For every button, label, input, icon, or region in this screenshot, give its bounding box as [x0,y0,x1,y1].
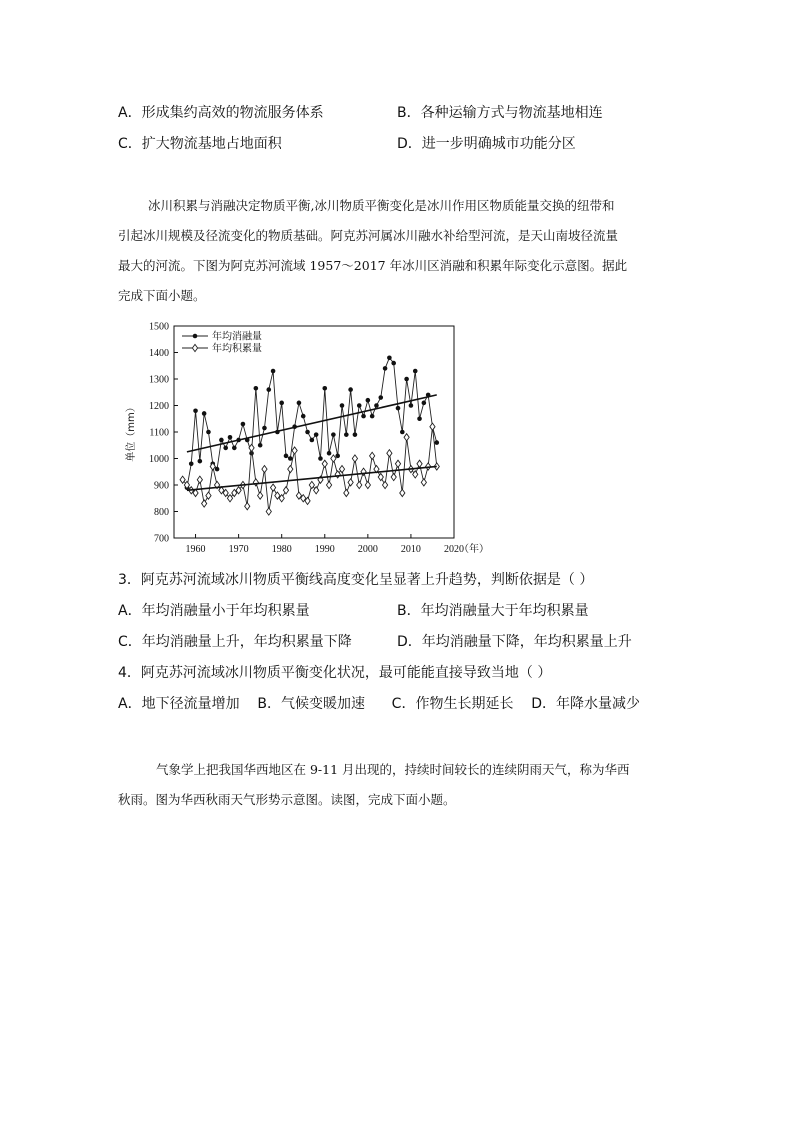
data-point-accumulation [344,489,349,496]
data-point-melt [310,438,315,443]
data-point-accumulation [245,503,250,510]
data-point-melt [357,403,362,408]
data-point-melt [331,432,336,437]
data-point-melt [348,387,353,392]
data-point-accumulation [326,481,331,488]
data-point-melt [344,432,349,437]
glacier-chart-svg [110,318,510,568]
x-axis-label: （年） [459,544,489,555]
data-point-melt [387,356,392,361]
data-point-accumulation [197,476,202,483]
data-point-melt [366,398,371,403]
option-d: D．进一步明确城市功能分区 [397,136,576,152]
passage-line: 引起冰川规模及径流变化的物质基础。阿克苏河属冰川融水补给型河流，是天山南坡径流量 [118,228,619,243]
passage-line: 气象学上把我国华西地区在 9-11 月出现的，持续时间较长的连续阴雨天气，称为华西 [156,762,630,777]
option-a: A．形成集约高效的物流服务体系 [118,105,324,121]
question-4-stem: 4．阿克苏河流域冰川物质平衡变化状况，最可能能直接导致当地（ ） [118,665,552,681]
data-point-melt [258,443,263,448]
data-point-melt [228,435,233,440]
data-point-accumulation [421,479,426,486]
x-tick-label: 2000 [357,544,378,555]
glacier-chart [110,318,510,568]
data-point-melt [409,403,414,408]
y-tick-label: 1500 [149,321,169,333]
x-tick-label: 1990 [314,544,335,555]
q3-option-c: C．年均消融量上升，年均积累量下降 [118,634,352,650]
data-point-melt [288,456,293,461]
data-point-melt [383,366,388,371]
legend-label: 年均消融量 [212,331,262,343]
data-point-accumulation [391,473,396,480]
data-point-melt [404,377,409,382]
passage-line: 完成下面小题。 [118,288,206,303]
data-point-melt [254,386,259,391]
data-point-melt [400,430,405,435]
data-point-melt [374,403,379,408]
passage-glacier [118,191,678,311]
data-point-melt [284,454,289,459]
data-point-melt [223,446,228,451]
q4-options: A．地下径流量增加 B．气候变暖加速 C．作物生长期延长 D．年降水量减少 [118,696,641,712]
data-point-melt [262,426,267,431]
q3-option-a: A．年均消融量小于年均积累量 [118,603,310,619]
x-tick-label: 2010 [400,544,421,555]
data-point-accumulation [430,423,435,430]
y-tick-label: 800 [154,507,169,518]
plot-frame [174,326,454,538]
data-point-melt [202,411,207,416]
passage-line: 秋雨。图为华西秋雨天气形势示意图。读图，完成下面小题。 [118,792,456,807]
data-point-accumulation [249,444,254,451]
data-point-accumulation [352,455,357,462]
data-point-melt [413,369,418,374]
trendline-1 [187,395,437,452]
q3-option-b: B．年均消融量大于年均积累量 [397,603,589,619]
passage-line: 冰川积累与消融决定物质平衡,冰川物质平衡变化是冰川作用区物质能量交换的纽带和 [148,198,615,213]
data-point-melt [314,432,319,437]
data-point-accumulation [288,466,293,473]
data-point-accumulation [266,508,271,515]
data-point-melt [378,395,383,400]
data-point-accumulation [258,492,263,499]
data-point-melt [422,401,427,406]
data-point-accumulation [417,460,422,467]
y-tick-label: 700 [154,533,169,545]
y-axis-label: 单位（mm） [126,402,137,462]
data-point-melt [206,430,211,435]
data-point-accumulation [348,479,353,486]
data-point-accumulation [253,479,258,486]
data-point-melt [417,416,422,421]
data-point-melt [189,462,194,467]
data-point-melt [266,387,271,392]
data-point-accumulation [395,460,400,467]
option-b: B．各种运输方式与物流基地相连 [397,105,603,121]
data-point-melt [361,414,366,419]
data-point-accumulation [387,450,392,457]
legend-marker-melt [193,334,198,339]
question-3-stem: 3．阿克苏河流域冰川物质平衡线高度变化呈显著上升趋势，判断依据是（ ） [118,572,594,588]
x-tick-label: 1960 [185,544,206,555]
data-point-melt [305,430,310,435]
legend-marker-accumulation [192,344,197,351]
option-c: C．扩大物流基地占地面积 [118,136,282,152]
x-tick-label: 2020 [444,544,464,555]
data-point-accumulation [357,481,362,488]
data-point-melt [396,406,401,411]
data-point-accumulation [370,452,375,459]
y-tick-label: 1200 [149,401,169,412]
data-point-melt [241,422,246,427]
y-tick-label: 1300 [149,374,169,386]
data-point-accumulation [292,447,297,454]
passage-line: 最大的河流。下图为阿克苏河流域 1957～2017 年冰川区消融和积累年际变化示意图。据此 [118,258,628,273]
data-point-melt [193,409,198,414]
data-point-melt [353,432,358,437]
y-tick-label: 900 [154,480,169,492]
data-point-melt [370,414,375,419]
data-point-accumulation [365,481,370,488]
y-tick-label: 1100 [149,427,169,439]
data-point-melt [279,401,284,406]
data-point-melt [215,467,220,472]
data-point-accumulation [322,460,327,467]
data-point-melt [322,386,327,391]
data-point-melt [301,414,306,419]
data-point-melt [219,438,224,443]
x-tick-label: 1980 [271,544,292,555]
data-point-melt [198,459,203,464]
data-point-melt [391,361,396,366]
data-point-melt [318,456,323,461]
data-point-melt [271,369,276,374]
data-point-melt [340,403,345,408]
data-point-melt [434,440,439,445]
data-point-accumulation [404,434,409,441]
y-tick-label: 1000 [149,454,169,465]
data-point-melt [335,454,340,459]
passage-autumn-rain [118,755,678,815]
data-point-accumulation [331,455,336,462]
y-tick-label: 1400 [149,348,169,359]
data-point-accumulation [400,489,405,496]
q3-option-d: D．年均消融量下降，年均积累量上升 [397,634,632,650]
data-point-melt [327,451,332,456]
data-point-melt [232,446,237,451]
data-point-accumulation [262,466,267,473]
legend-label: 年均积累量 [212,343,262,355]
data-point-melt [297,401,302,406]
x-tick-label: 1970 [228,544,249,555]
